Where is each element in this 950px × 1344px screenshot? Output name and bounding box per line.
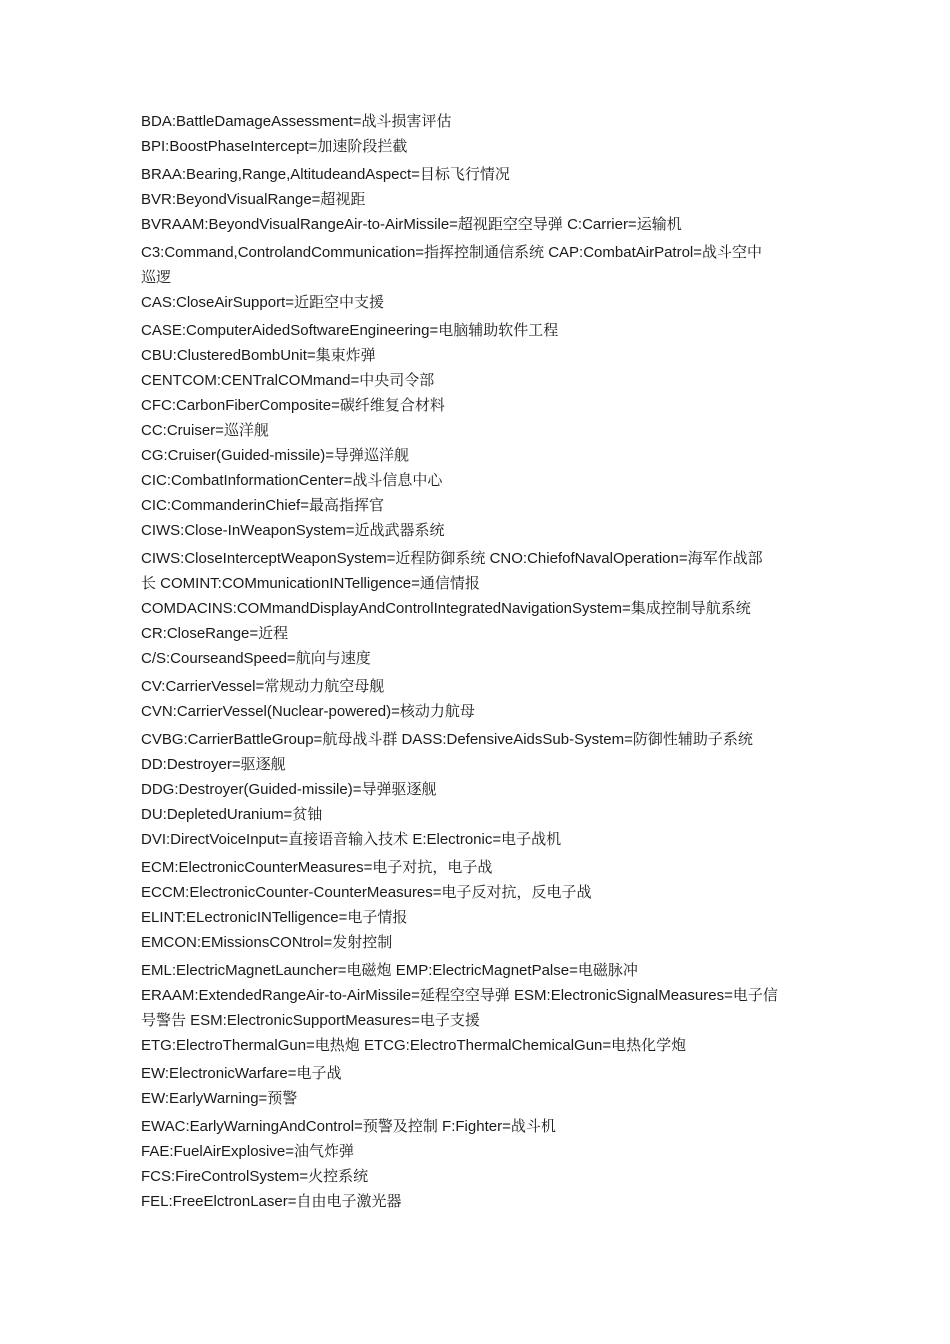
glossary-line: CENTCOM:CENTralCOMmand=中央司令部 — [141, 372, 435, 389]
glossary-line: COMDACINS:COMmandDisplayAndControlIntegratedNavigationSystem=集成控制导航系统 — [141, 600, 751, 617]
glossary-line: 长 COMINT:COMmunicationINTelligence=通信情报 — [141, 575, 480, 592]
glossary-line: BRAA:Bearing,Range,AltitudeandAspect=目标飞行情况 — [141, 166, 510, 183]
glossary-line: ECM:ElectronicCounterMeasures=电子对抗，电子战 — [141, 859, 493, 876]
glossary-line: 号警告 ESM:ElectronicSupportMeasures=电子支援 — [141, 1012, 480, 1029]
glossary-line: CIC:CommanderinChief=最高指挥官 — [141, 497, 384, 514]
glossary-line: CFC:CarbonFiberComposite=碳纤维复合材料 — [141, 397, 445, 414]
glossary-line: ELINT:ELectronicINTelligence=电子情报 — [141, 909, 408, 926]
glossary-line: DDG:Destroyer(Guided-missile)=导弹驱逐舰 — [141, 781, 437, 798]
glossary-line: BPI:BoostPhaseIntercept=加速阶段拦截 — [141, 138, 408, 155]
glossary-line: DD:Destroyer=驱逐舰 — [141, 756, 286, 773]
glossary-line: C3:Command,ControlandCommunication=指挥控制通信系统 CAP:CombatAirPatrol=战斗空中 — [141, 244, 763, 261]
glossary-line: BVRAAM:BeyondVisualRangeAir-to-AirMissile=超视距空空导弹 C:Carrier=运输机 — [141, 216, 682, 233]
glossary-line: BVR:BeyondVisualRange=超视距 — [141, 191, 366, 208]
glossary-line: CC:Cruiser=巡洋舰 — [141, 422, 269, 439]
glossary-line: CVN:CarrierVessel(Nuclear-powered)=核动力航母 — [141, 703, 475, 720]
glossary-line: BDA:BattleDamageAssessment=战斗损害评估 — [141, 113, 452, 130]
glossary-line: EML:ElectricMagnetLauncher=电磁炮 EMP:ElectricMagnetPalse=电磁脉冲 — [141, 962, 638, 979]
glossary-line: 巡逻 — [141, 269, 172, 286]
glossary-line: FCS:FireControlSystem=火控系统 — [141, 1168, 369, 1185]
glossary-line: DU:DepletedUranium=贫铀 — [141, 806, 323, 823]
glossary-line: EMCON:EMissionsCONtrol=发射控制 — [141, 934, 393, 951]
glossary-line: CBU:ClusteredBombUnit=集束炸弹 — [141, 347, 376, 364]
glossary-line: EW:ElectronicWarfare=电子战 — [141, 1065, 342, 1082]
glossary-line: C/S:CourseandSpeed=航向与速度 — [141, 650, 371, 667]
glossary-line: CIWS:Close-InWeaponSystem=近战武器系统 — [141, 522, 445, 539]
glossary-line: EWAC:EarlyWarningAndControl=预警及控制 F:Fighter=战斗机 — [141, 1118, 556, 1135]
glossary-line: EW:EarlyWarning=预警 — [141, 1090, 298, 1107]
glossary-line: CAS:CloseAirSupport=近距空中支援 — [141, 294, 384, 311]
glossary-text — [141, 109, 809, 1214]
glossary-line: CASE:ComputerAidedSoftwareEngineering=电脑辅助软件工程 — [141, 322, 559, 339]
glossary-line: CR:CloseRange=近程 — [141, 625, 289, 642]
glossary-line: CV:CarrierVessel=常规动力航空母舰 — [141, 678, 385, 695]
glossary-line: ERAAM:ExtendedRangeAir-to-AirMissile=延程空空导弹 ESM:ElectronicSignalMeasures=电子信 — [141, 987, 778, 1004]
glossary-line: CIC:CombatInformationCenter=战斗信息中心 — [141, 472, 443, 489]
glossary-line: ETG:ElectroThermalGun=电热炮 ETCG:ElectroThermalChemicalGun=电热化学炮 — [141, 1037, 687, 1054]
glossary-line: CG:Cruiser(Guided-missile)=导弹巡洋舰 — [141, 447, 409, 464]
glossary-line: CVBG:CarrierBattleGroup=航母战斗群 DASS:DefensiveAidsSub-System=防御性辅助子系统 — [141, 731, 753, 748]
glossary-line: FAE:FuelAirExplosive=油气炸弹 — [141, 1143, 354, 1160]
glossary-line: CIWS:CloseInterceptWeaponSystem=近程防御系统 CNO:ChiefofNavalOperation=海军作战部 — [141, 550, 763, 567]
glossary-line: ECCM:ElectronicCounter-CounterMeasures=电子反对抗，反电子战 — [141, 884, 592, 901]
glossary-line: DVI:DirectVoiceInput=直接语音输入技术 E:Electronic=电子战机 — [141, 831, 562, 848]
glossary-line: FEL:FreeElctronLaser=自由电子激光器 — [141, 1193, 402, 1210]
